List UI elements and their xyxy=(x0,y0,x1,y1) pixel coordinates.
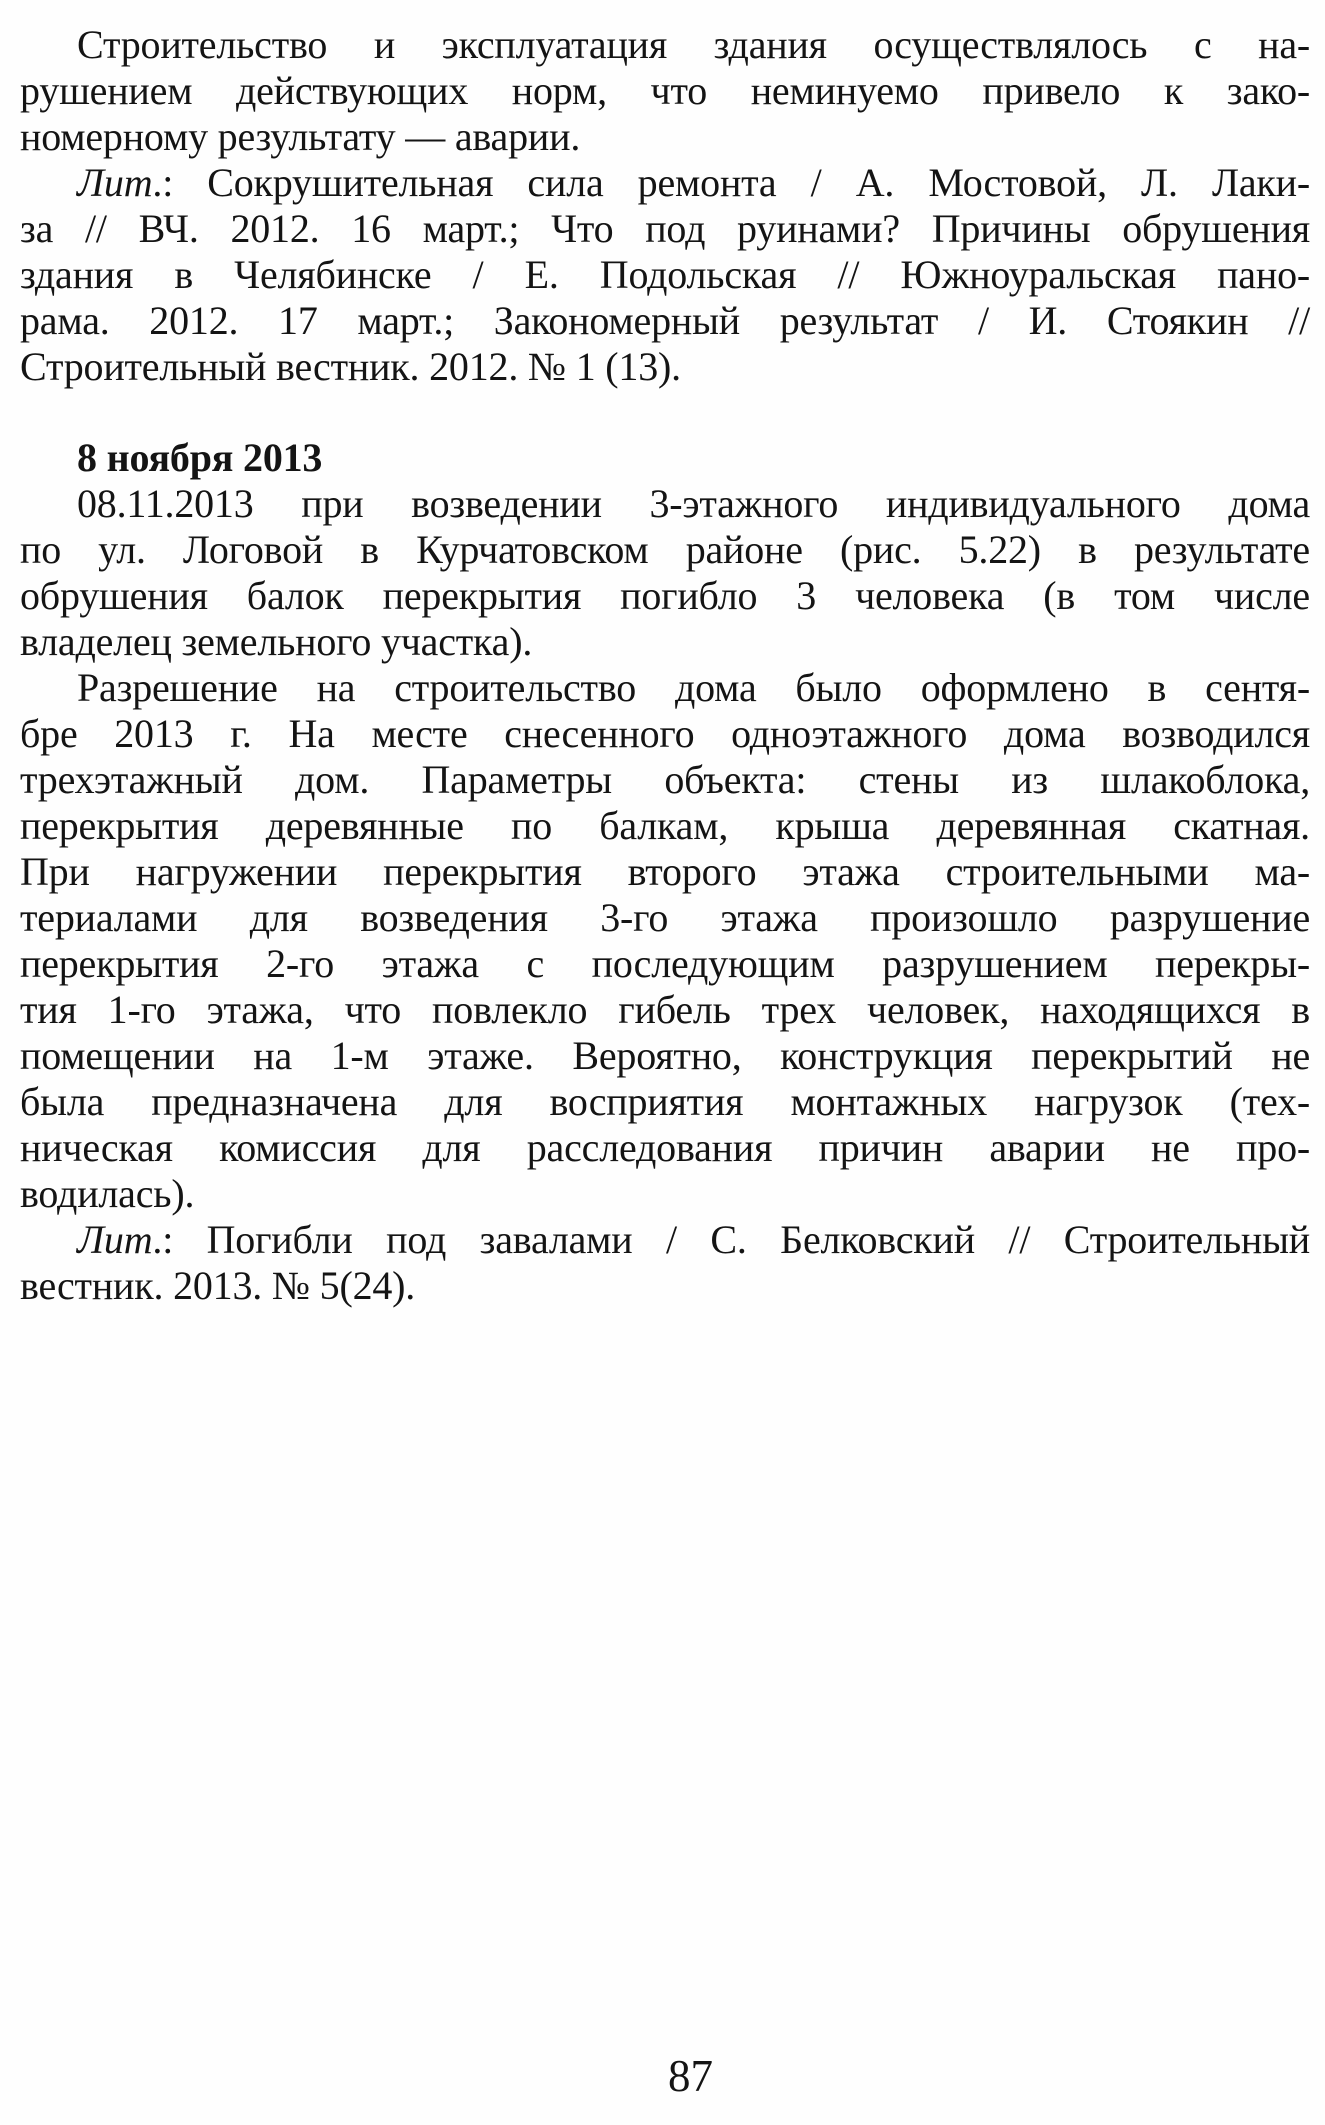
page-text-block xyxy=(20,22,1310,1309)
page-number: 87 xyxy=(668,2051,713,2101)
text-line: бре 2013 г. На месте снесенного одноэтажного дома возводился xyxy=(20,711,1310,756)
text-line: за // ВЧ. 2012. 16 март.; Что под руинами? Причины обрушения xyxy=(20,206,1310,251)
text-line: рама. 2012. 17 март.; Закономерный результат / И. Стоякин // xyxy=(20,298,1310,343)
text-line: перекрытия деревянные по балкам, крыша деревянная скатная. xyxy=(20,803,1310,848)
text-line: Разрешение на строительство дома было оформлено в сентя- xyxy=(77,665,1310,710)
text-line: была предназначена для восприятия монтажных нагрузок (тех- xyxy=(20,1079,1310,1124)
text-line: ническая комиссия для расследования причин аварии не про- xyxy=(20,1125,1310,1170)
text-line: владелец земельного участка). xyxy=(20,619,533,664)
text-line: обрушения балок перекрытия погибло 3 человека (в том числе xyxy=(20,573,1310,618)
text-line: тия 1-го этажа, что повлекло гибель трех человек, находящихся в xyxy=(20,987,1310,1032)
text-line: 08.11.2013 при возведении 3-этажного индивидуального дома xyxy=(77,481,1310,526)
text-line: водилась). xyxy=(20,1171,195,1216)
heading-date-8-november-2013 xyxy=(20,435,1310,481)
text-line: Строительный вестник. 2012. № 1 (13). xyxy=(20,344,681,389)
paragraph-details xyxy=(20,665,1310,1217)
text-line: здания в Челябинске / Е. Подольская // Южноуральская пано- xyxy=(20,252,1310,297)
lit-label: Лит xyxy=(77,1217,153,1262)
text-line: териалами для возведения 3-го этажа произошло разрушение xyxy=(20,895,1310,940)
paragraph-intro xyxy=(20,22,1310,160)
lit-label: Лит xyxy=(77,160,153,205)
text-line: Строительство и эксплуатация здания осуществлялось с на- xyxy=(77,22,1310,67)
text-line: по ул. Логовой в Курчатовском районе (рис. 5.22) в результате xyxy=(20,527,1310,572)
text-line xyxy=(20,1217,1310,1263)
paragraph-lit-2013 xyxy=(20,1217,1310,1309)
text-line: помещении на 1-м этаже. Вероятно, конструкция перекрытий не xyxy=(20,1033,1310,1078)
text-line: вестник. 2013. № 5(24). xyxy=(20,1263,416,1308)
paragraph-incident xyxy=(20,481,1310,665)
text-line: При нагружении перекрытия второго этажа строительными ма- xyxy=(20,849,1310,894)
paragraph-lit-2012 xyxy=(20,160,1310,390)
text-line: трехэтажный дом. Параметры объекта: стены из шлакоблока, xyxy=(20,757,1310,802)
text-line: перекрытия 2-го этажа с последующим разрушением перекры- xyxy=(20,941,1310,986)
text-segment: .: Погибли под завалами / С. Белковский // Строительный xyxy=(152,1217,1310,1262)
text-segment: .: Сокрушительная сила ремонта / А. Мостовой, Л. Лаки- xyxy=(152,160,1310,205)
text-line: рушением действующих норм, что неминуемо привело к зако- xyxy=(20,68,1310,113)
text-line xyxy=(20,160,1310,206)
text-line: номерному результату — аварии. xyxy=(20,114,581,159)
text-line: 8 ноября 2013 xyxy=(77,435,323,480)
